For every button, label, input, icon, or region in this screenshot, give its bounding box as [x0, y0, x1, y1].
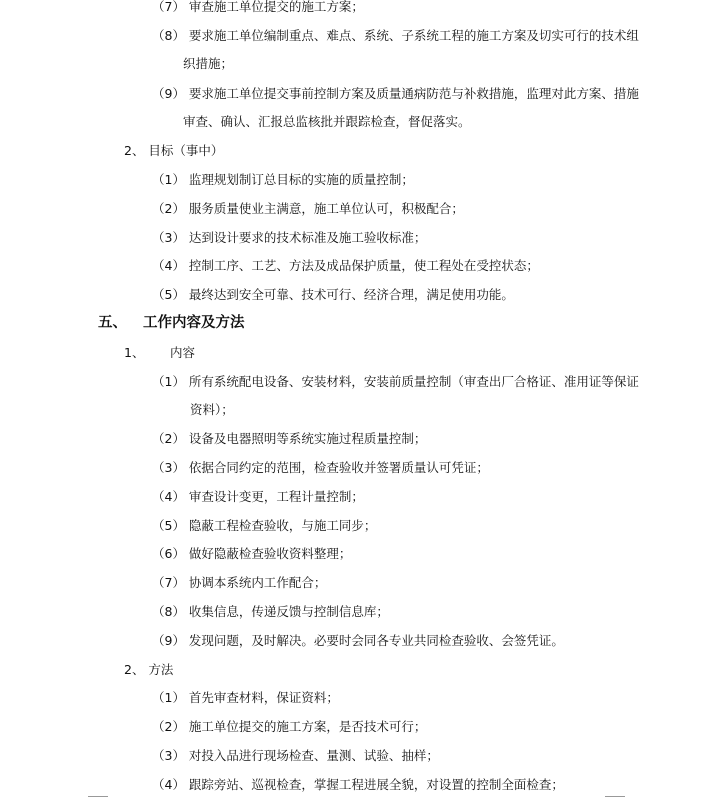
- list-item: （1） 首先审查材料，保证资料；: [152, 690, 339, 705]
- list-item: （2） 设备及电器照明等系统实施过程质量控制；: [152, 431, 427, 446]
- list-item: （4） 控制工序、工艺、方法及成品保护质量，使工程处在受控状态；: [152, 258, 539, 273]
- list-item-continuation: 资料）；: [190, 402, 234, 417]
- subsection-title: 内容: [170, 345, 196, 360]
- list-item-continuation: 审查、确认、汇报总监核批并跟踪检查，督促落实。: [183, 114, 471, 129]
- list-item: （3） 达到设计要求的技术标准及施工验收标准；: [152, 230, 427, 245]
- list-item: （9） 发现问题，及时解决。必要时会同各专业共同检查验收、会签凭证。: [152, 633, 564, 648]
- list-item: （7） 审查施工单位提交的施工方案；: [152, 0, 364, 14]
- list-item-continuation: 织措施；: [183, 56, 234, 71]
- list-item: （4） 审查设计变更，工程计量控制；: [152, 489, 364, 504]
- list-item: （2） 施工单位提交的施工方案，是否技术可行；: [152, 719, 427, 734]
- list-item: （5） 隐蔽工程检查验收，与施工同步；: [152, 518, 377, 533]
- list-item: （3） 依据合同约定的范围，检查验收并签署质量认可凭证；: [152, 460, 489, 475]
- subsection-number: 1、: [124, 345, 145, 360]
- list-item: （4） 跟踪旁站、巡视检查，掌握工程进展全貌，对设置的控制全面检查；: [152, 777, 564, 792]
- list-item: （1） 监理规划制订总目标的实施的质量控制；: [152, 172, 414, 187]
- subsection-heading: 2、 方法: [124, 662, 174, 677]
- list-item: （7） 协调本系统内工作配合；: [152, 575, 327, 590]
- list-item: （6） 做好隐蔽检查验收资料整理；: [152, 546, 352, 561]
- list-item: （8） 收集信息，传递反馈与控制信息库；: [152, 604, 389, 619]
- list-item: （9） 要求施工单位提交事前控制方案及质量通病防范与补救措施，监理对此方案、措施: [152, 86, 639, 101]
- list-item: （2） 服务质量使业主满意，施工单位认可，积极配合；: [152, 201, 464, 216]
- list-item: （8） 要求施工单位编制重点、难点、系统、子系统工程的施工方案及切实可行的技术组: [152, 28, 639, 43]
- section-number: 五、: [98, 315, 127, 331]
- section-title: 工作内容及方法: [143, 315, 245, 331]
- list-item: （5） 最终达到安全可靠、技术可行、经济合理，满足使用功能。: [152, 287, 514, 302]
- list-item: （1） 所有系统配电设备、安装材料，安装前质量控制（审查出厂合格证、准用证等保证: [152, 374, 639, 389]
- list-item: （3） 对投入品进行现场检查、量测、试验、抽样；: [152, 748, 439, 763]
- subsection-heading: 2、 目标（事中）: [124, 143, 224, 158]
